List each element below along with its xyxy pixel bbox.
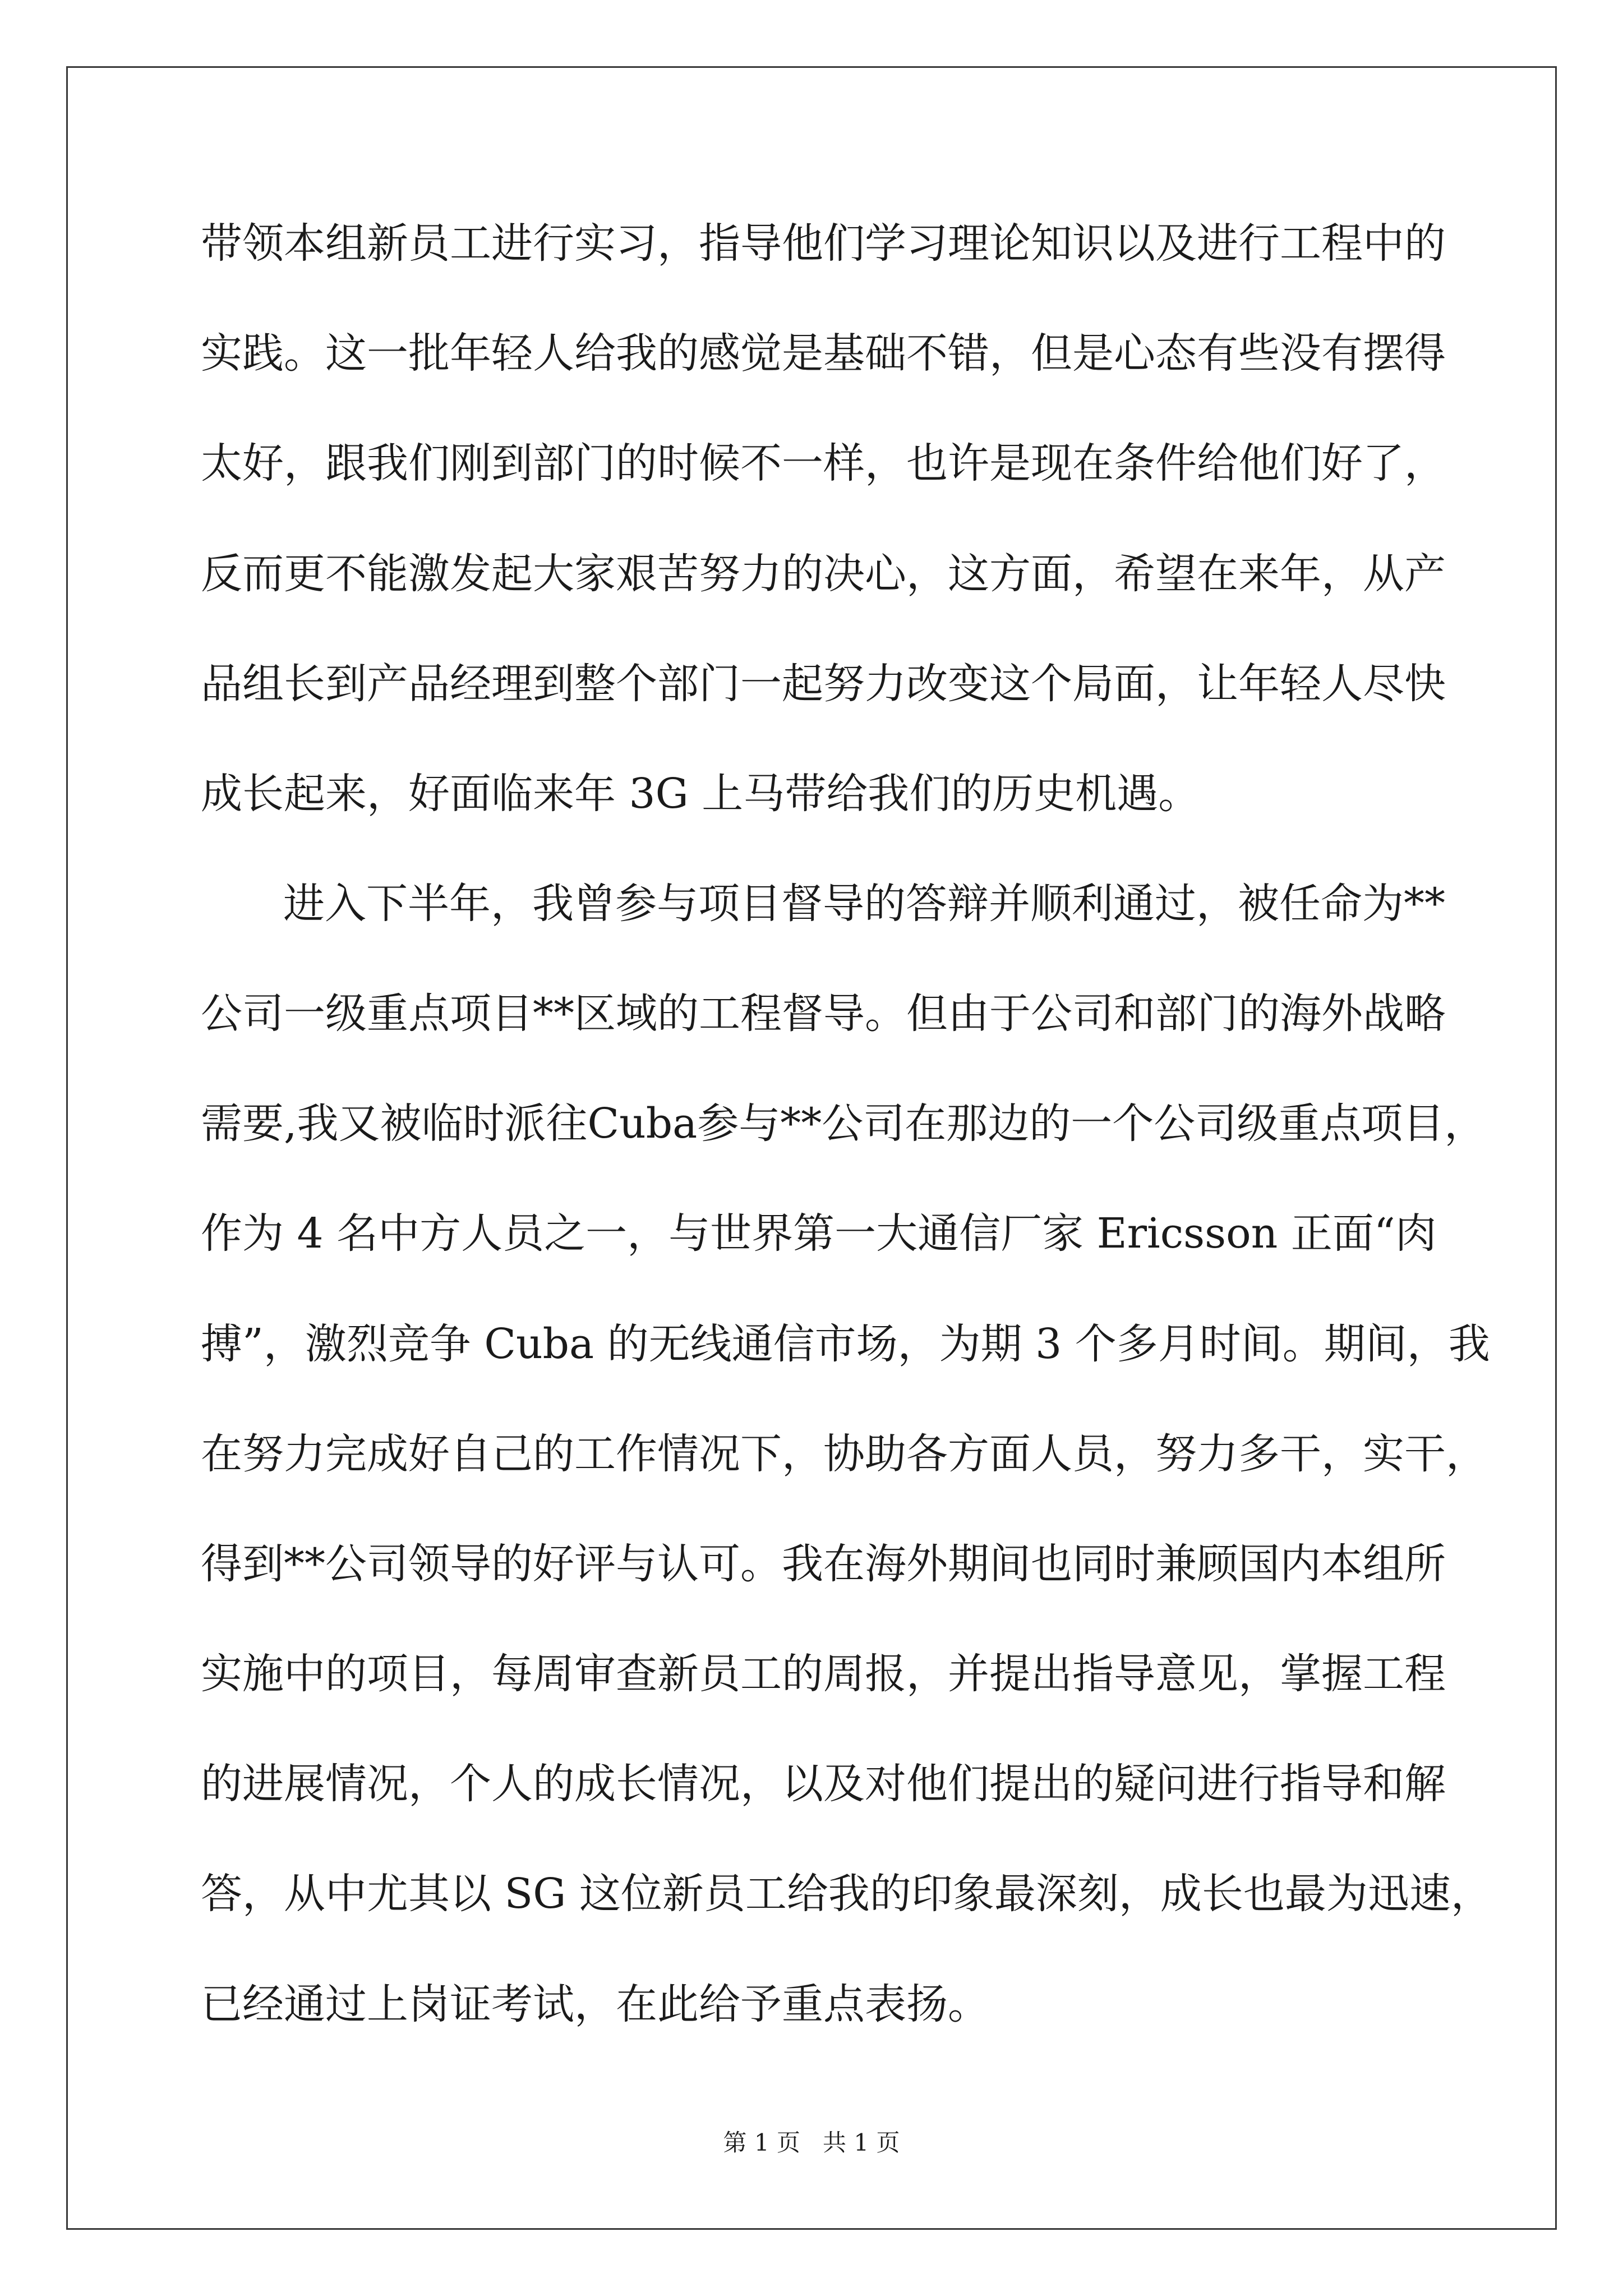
paragraph-2-line-9: 的进展情况，个人的成长情况，以及对他们提出的疑问进行指导和解 <box>201 1760 1446 1808</box>
paragraph-2-line-8: 实施中的项目，每周审查新员工的周报，并提出指导意见，掌握工程 <box>201 1650 1446 1698</box>
paragraph-2-line-7: 得到**公司领导的好评与认可。我在海外期间也同时兼顾国内本组所 <box>201 1540 1446 1588</box>
paragraph-2-line-11: 已经通过上岗证考试，在此给予重点表扬。 <box>201 1980 989 2028</box>
paragraph-1-line-5: 品组长到产品经理到整个部门一起努力改变这个局面，让年轻人尽快 <box>201 660 1446 708</box>
paragraph-1-line-2: 实践。这一批年轻人给我的感觉是基础不错，但是心态有些没有摆得 <box>201 329 1446 378</box>
paragraph-2-line-10: 答，从中尤其以 SG 这位新员工给我的印象最深刻，成长也最为迅速， <box>201 1870 1492 1918</box>
paragraph-2-line-3: 需要,我又被临时派往Cuba参与**公司在那边的一个公司级重点项目， <box>201 1099 1486 1148</box>
paragraph-2-line-1: 进入下半年，我曾参与项目督导的答辩并顺利通过，被任命为** <box>283 880 1445 928</box>
paragraph-2-line-5: 搏”，激烈竞争 Cuba 的无线通信市场，为期 3 个多月时间。期间，我 <box>201 1320 1490 1368</box>
paragraph-1-line-3: 太好，跟我们刚到部门的时候不一样，也许是现在条件给他们好了， <box>201 439 1446 487</box>
paragraph-2-line-6: 在努力完成好自己的工作情况下，协助各方面人员，努力多干，实干， <box>201 1430 1487 1478</box>
paragraph-2-line-4: 作为 4 名中方人员之一，与世界第一大通信厂家 Ericsson 正面“肉 <box>201 1209 1437 1258</box>
paragraph-1-line-6: 成长起来，好面临来年 3G 上马带给我们的历史机遇。 <box>201 770 1200 818</box>
paragraph-2-line-2: 公司一级重点项目**区域的工程督导。但由于公司和部门的海外战略 <box>201 990 1446 1038</box>
paragraph-1-line-1: 带领本组新员工进行实习，指导他们学习理论知识以及进行工程中的 <box>201 219 1446 268</box>
page-number-footer: 第 1 页 共 1 页 <box>723 2129 900 2156</box>
paragraph-1-line-4: 反而更不能激发起大家艰苦努力的决心，这方面，希望在来年，从产 <box>201 550 1446 598</box>
